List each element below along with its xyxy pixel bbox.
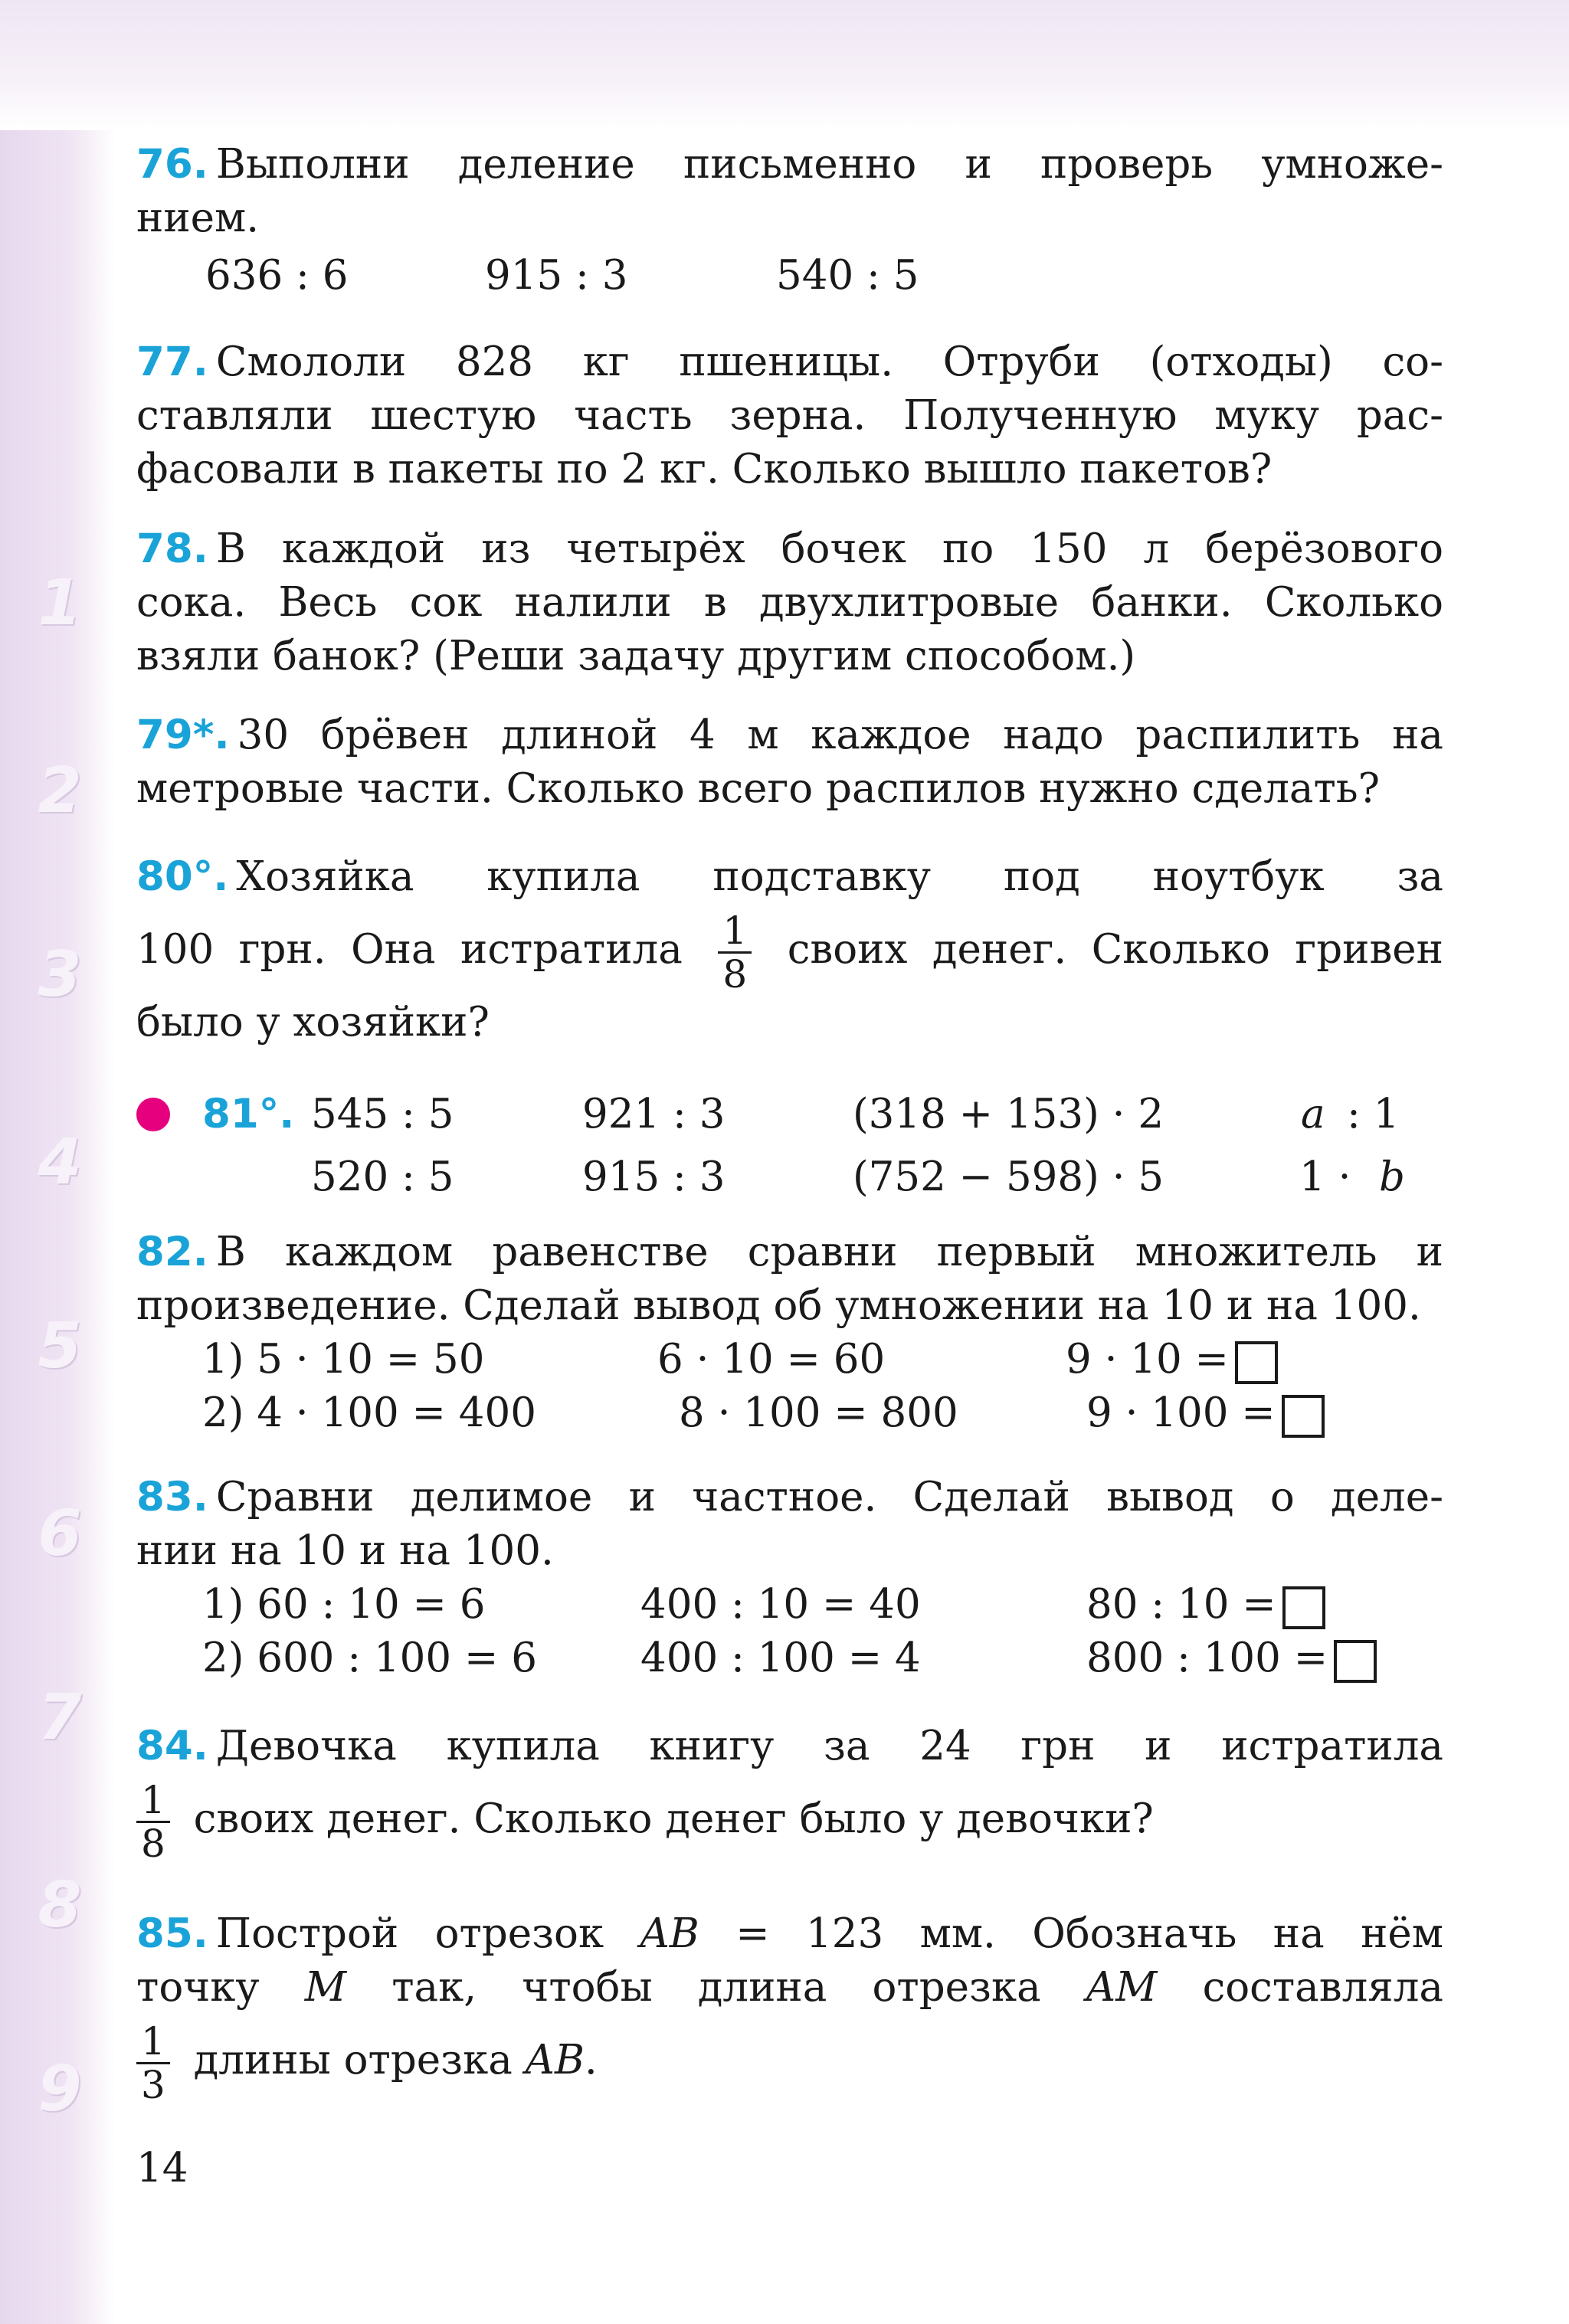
task-number: 81°. [202, 1091, 295, 1137]
side-tab-2: 2 [38, 754, 82, 827]
expression: 915 : 3 [485, 252, 628, 299]
fraction: $\frac{1}{8}$ [718, 910, 752, 995]
task-85: 85. Построй отрезок AB = 123 мм. Обозначь на нём точку M так, чтобы длина отрезка AM составляла $\frac{1}{3}$ длины отрезка AB. [136, 1910, 1444, 2107]
expression: 636 : 6 [205, 252, 349, 299]
side-tab-8: 8 [38, 1869, 82, 1942]
top-decorative-band [0, 0, 1569, 130]
fraction: $\frac{1}{8}$ [136, 1779, 170, 1864]
task-82: 82. В каждом равенстве сравни первый множитель и произведение. Сделай вывод об умножении на 10 и на 100. 1) 5 · 10 = 50 6 · 10 = 60 9 · 10 = 2) 4 · 100 = 400 8 · 100 = 800 9 · 100 = [136, 1229, 1443, 1436]
task-number: 76. [136, 141, 208, 188]
side-tab-9: 9 [38, 2053, 82, 2126]
task-80: 80°. Хозяйка купила подставку под ноутбук за 100 грн. Она истратила $\frac{1}{8}$ своих денег. Сколько гривен было у хозяйки? [136, 853, 1443, 1046]
task-number: 84. [136, 1723, 208, 1769]
task-number: 80°. [136, 853, 229, 900]
task-number: 77. [136, 339, 208, 385]
answer-box[interactable] [1282, 1395, 1325, 1438]
task-84: 84. Девочка купила книгу за 24 грн и истратила $\frac{1}{8}$ своих денег. Сколько денег было у девочки? [136, 1723, 1443, 1866]
answer-box[interactable] [1334, 1640, 1377, 1683]
task-number: 79*. [136, 712, 230, 758]
task-83: 83. Сравни делимое и частное. Сделай вывод о деле- нии на 10 и на 100. 1) 60 : 10 = 6 400 : 10 = 40 80 : 10 = 2) 600 : 100 = 6 400 : 100 = 4 800 : 100 = [136, 1474, 1443, 1681]
answer-box[interactable] [1282, 1586, 1325, 1629]
side-tab-7: 7 [38, 1681, 82, 1754]
task-number: 82. [136, 1229, 208, 1275]
task-number: 85. [136, 1910, 208, 1957]
answer-box[interactable] [1235, 1341, 1278, 1384]
task-76: 76. Выполни деление письменно и проверь умноже- нием. 636 : 6 915 : 3 540 : 5 [136, 138, 1443, 303]
side-tab-4: 4 [38, 1126, 82, 1199]
fraction: $\frac{1}{3}$ [136, 2021, 170, 2106]
task-81: 81°. 545 : 5 921 : 3 (318 + 153) · 2 a : 1 520 : 5 915 : 3 (752 − 598) · 5 1 · b [136, 1088, 1443, 1204]
side-tab-3: 3 [38, 938, 82, 1011]
task-78: 78. В каждой из четырёх бочек по 150 л берёзового сока. Весь сок налили в двухлитровые банки. Сколько взяли банок? (Реши задачу другим способом.) [136, 525, 1443, 679]
expression: 540 : 5 [776, 252, 919, 299]
side-tab-1: 1 [38, 567, 82, 640]
page-number: 14 [136, 2145, 188, 2191]
task-number: 78. [136, 525, 208, 572]
side-decorative-band [0, 130, 115, 2324]
task-number: 83. [136, 1474, 208, 1520]
task-79: 79*. 30 брёвен длиной 4 м каждое надо распилить на метровые части. Сколько всего распилов нужно сделать? [136, 712, 1443, 812]
task-77: 77. Смололи 828 кг пшеницы. Отруби (отходы) со- ставляли шестую часть зерна. Полученную муку рас- фасовали в пакеты по 2 кг. Сколько вышло пакетов? [136, 339, 1443, 493]
side-tab-5: 5 [38, 1310, 82, 1383]
side-tab-6: 6 [38, 1498, 82, 1570]
